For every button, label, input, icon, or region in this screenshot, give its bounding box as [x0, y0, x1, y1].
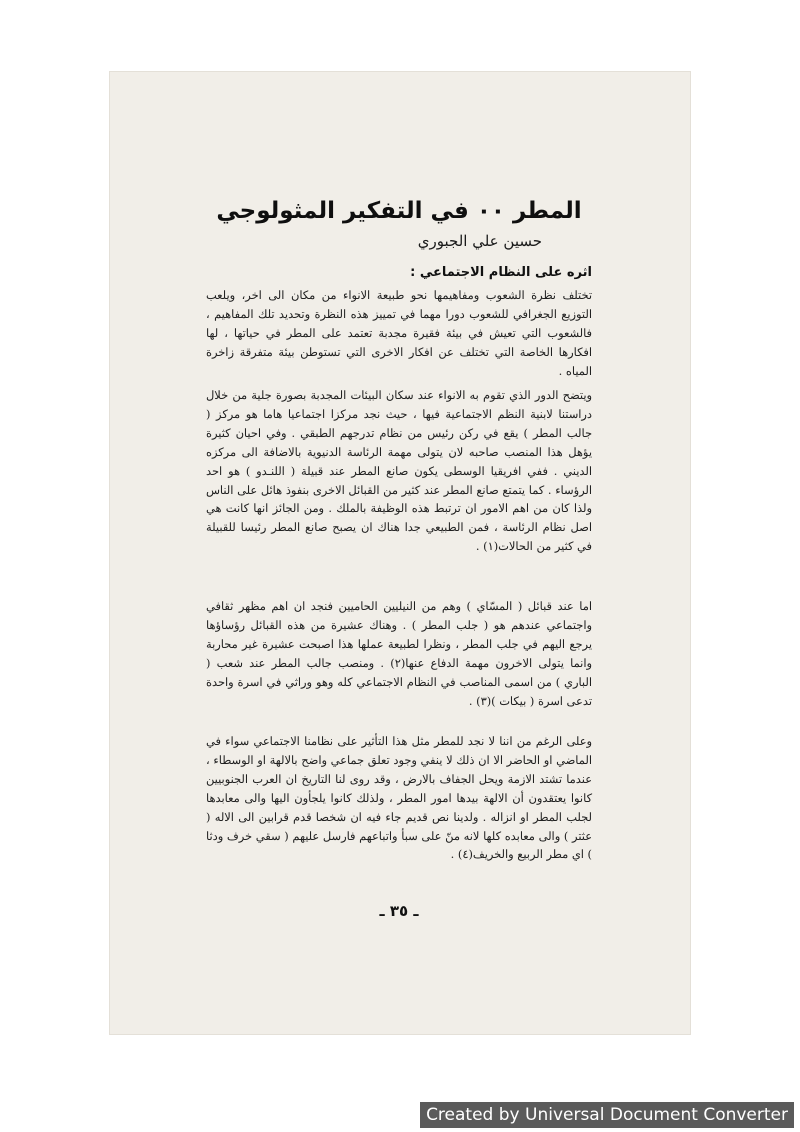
paragraph-1: تختلف نظرة الشعوب ومفاهيمها نحو طبيعة الانواء من مكان الى اخر، ويلعب التوزيع الجغرافي للشعوب دورا مهما في تمييز هذه النظرة وتحديد تلك المفاهيم ، فالشعوب التي تعيش في بيئة فقيرة مجدبة تعتمد على المطر في حياتها ، لها افكارها الخاصة التي تختلف عن افكار الاخرى التي تستوطن بيئة متفرقة زاخرة المياه . — [206, 288, 592, 378]
page-content — [206, 72, 592, 1034]
page-number: ـ ٣٥ ـ — [379, 902, 419, 920]
converter-watermark: Created by Universal Document Converter — [420, 1102, 794, 1128]
paragraph-3: اما عند قبائل ( المسّاي ) وهم من النيليين الحاميين فنجد ان اهم مظهر ثقافي واجتماعي عندهم هو ( جلب المطر ) . وهناك عشيرة من هذه القبائل رؤساؤها يرجع اليهم في جلب المطر ، ونظرا لطبيعة عملها هذا اصبحت عشيرة غير محاربة وانما يتولى الاخرون مهمة الدفاع عنها(٢) . ومنصب جالب المطر عند شعب ( الباري ) من اسمى المناصب في النظام الاجتماعي كله وهو وراثي في اسرة واحدة تدعى اسرة ( بيكات )(٣) . — [206, 599, 592, 708]
section-heading: اثره على النظام الاجتماعي : — [410, 265, 592, 280]
author-name: حسين علي الجبوري — [417, 232, 542, 250]
article-title: المطر ٠٠ في التفكير المثولوجي — [216, 198, 582, 224]
paragraph-4: وعلى الرغم من اننا لا نجد للمطر مثل هذا التأثير على نظامنا الاجتماعي سواء في الماضي او الحاضر الا ان ذلك لا ينفي وجود تعلق جماعي واضح بالالهة او الوسطاء ، عندما تشتد الازمة ويحل الجفاف بالارض ، وقد روى لنا التاريخ ان العرب الجنوبيين كانوا يعتقدون أن الالهة بيدها امور المطر ، ولذلك كانوا يلجأون اليها والى معابدها لجلب المطر او انزاله . ولدينا نص قديم جاء فيه ان شخصا قدم قرابين الى الاله ( عثتر ) والى معابده كلها لانه منّ على سبأ واتباعهم فارسل عليهم ( سقي خرف ودثا ) اي مطر الربيع والخريف(٤) . — [206, 734, 592, 862]
paragraph-2: ويتضح الدور الذي تقوم به الانواء عند سكان البيئات المجدبة بصورة جلية من خلال دراستنا لابنية النظم الاجتماعية فيها ، حيث نجد مركزا اجتماعيا هاما هو مركز ( جالب المطر ) يقع في ركن رئيس من نظام تدرجهم الطبقي . وفي احيان كثيرة يؤهل هذا المنصب صاحبه لان يتولى مهمة الرئاسة الدنيوية بالاضافة الى مركزه الديني . ففي افريقيا الوسطى يكون صانع المطر عند قبيلة ( اللنـدو ) هو احد الرؤساء . كما يتمتع صانع المطر عند كثير من القبائل الاخرى بنفوذ هائل على الناس ولذا كان من اهم الامور ان ترتبط هذه الوظيفة بالملك . ومن الجائز انها كانت هي اصل نظام الرئاسة ، فمن الطبيعي جدا هناك ان يصبح صانع المطر رئيسا للقبيلة في كثير من الحالات(١) . — [206, 388, 592, 554]
scanned-page — [110, 72, 690, 1034]
